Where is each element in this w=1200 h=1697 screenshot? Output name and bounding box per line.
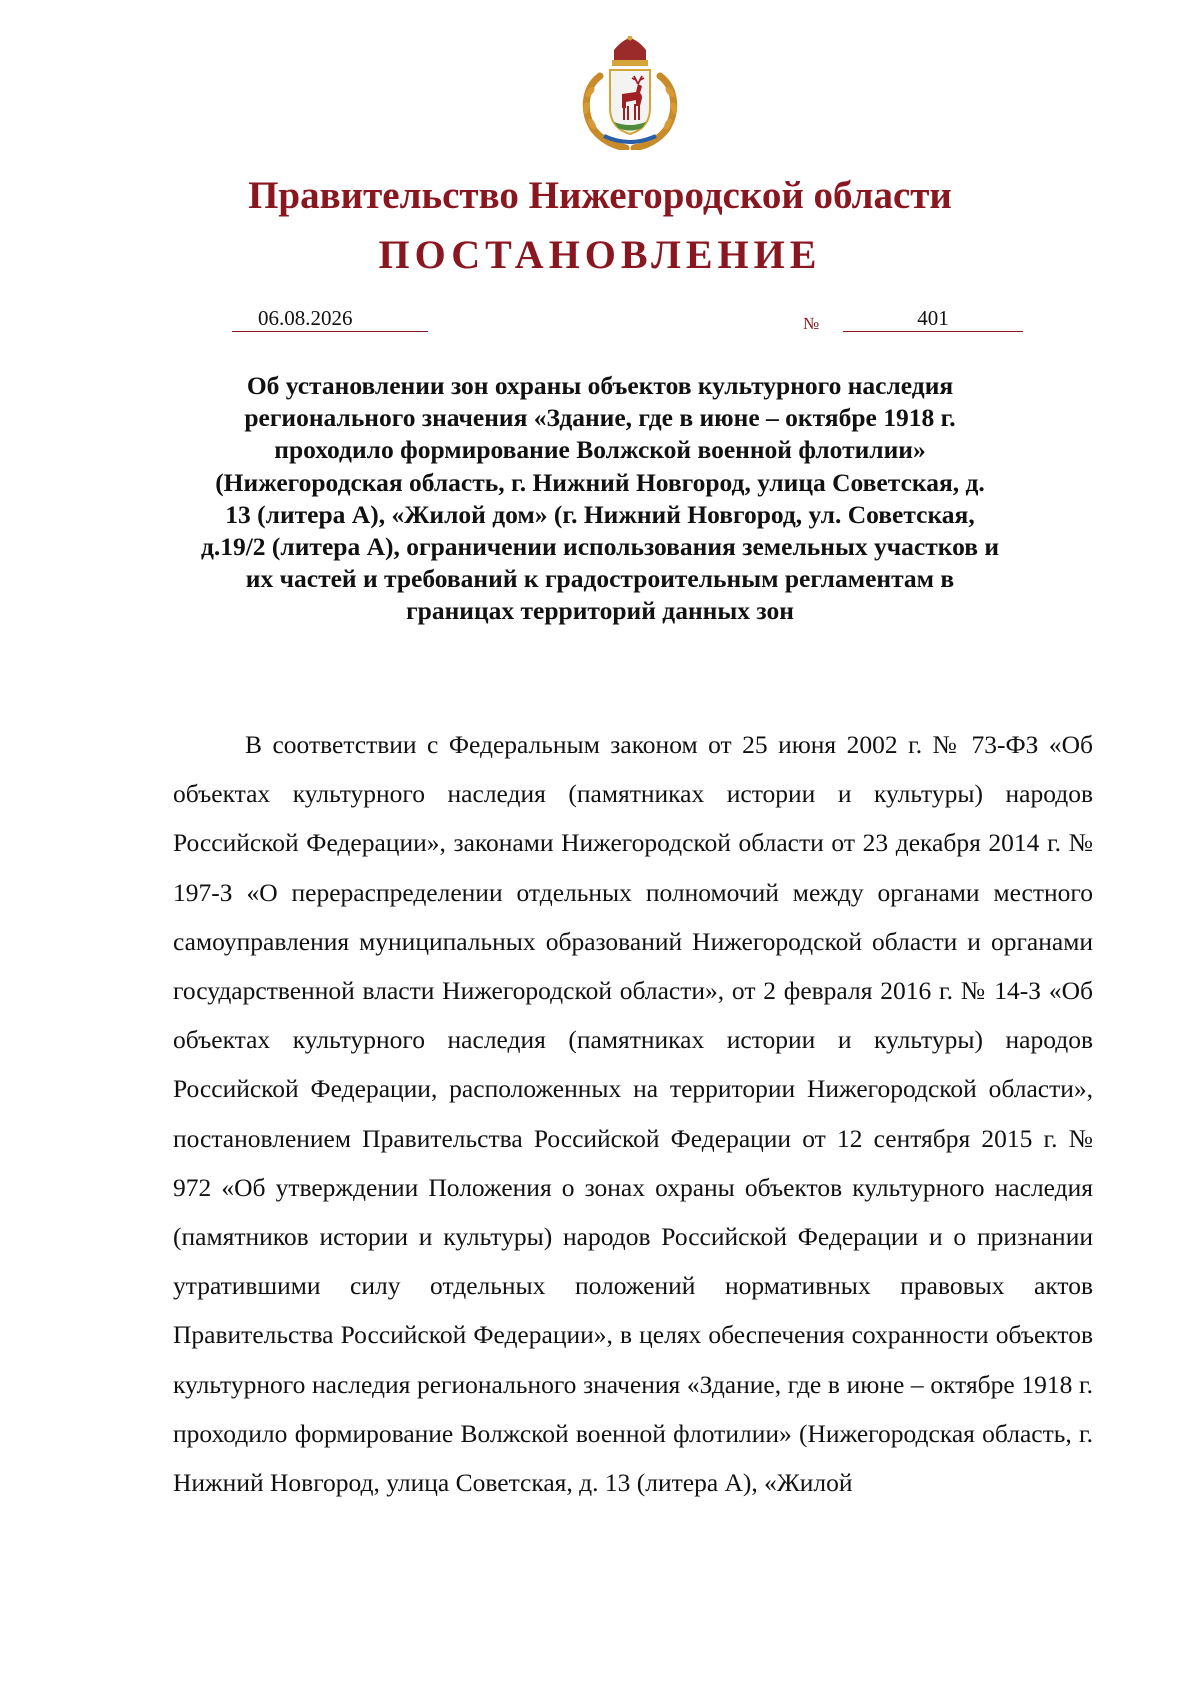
nizhny-novgorod-oblast-coat-of-arms-icon [570, 36, 690, 150]
document-type: ПОСТАНОВЛЕНИЕ [378, 232, 822, 277]
document-subject: Об установлении зон охраны объектов культурного наследия регионального значения «Здание, где в июне – октябре 1918 г. проходило формирование Волжской военной флотилии» (Нижегородская область, г. Нижний Новгород, улица Советская, д. 13 (литера А), «Жилой дом» (г. Нижний Новгород, ул. Советская, д.19/2 (литера А), ограничении использования земельных участков и их частей и требований к градостроительным регламентам в границах территорий данных зон [200, 371, 1000, 626]
document-number: 401 [843, 305, 1023, 332]
number-label: № [803, 314, 820, 333]
document-date: 06.08.2026 [232, 305, 428, 332]
government-name: Правительство Нижегородской области [248, 174, 952, 217]
document-body-paragraph: В соответствии с Федеральным законом от 25 июня 2002 г. № 73-ФЗ «Об объектах культурного наследия (памятниках истории и культуры) народов Российской Федерации», законами Нижегородской области от 23 декабря 2014 г. № 197-З «О перераспределении отдельных полномочий между органами местного самоуправления муниципальных образований Нижегородской области и органами государственной власти Нижегородской области», от 2 февраля 2016 г. № 14-З «Об объектах культурного наследия (памятниках истории и культуры) народов Российской Федерации, расположенных на территории Нижегородской области», постановлением Правительства Российской Федерации от 12 сентября 2015 г. № 972 «Об утверждении Положения о зонах охраны объектов культурного наследия (памятников истории и культуры) народов Российской Федерации и о признании утратившими силу отдельных положений нормативных правовых актов Правительства Российской Федерации», в целях обеспечения сохранности объектов культурного наследия регионального значения «Здание, где в июне – октябре 1918 г. проходило формирование Волжской военной флотилии» (Нижегородская область, г. Нижний Новгород, улица Советская, д. 13 (литера А), «Жилой [173, 730, 1093, 1498]
